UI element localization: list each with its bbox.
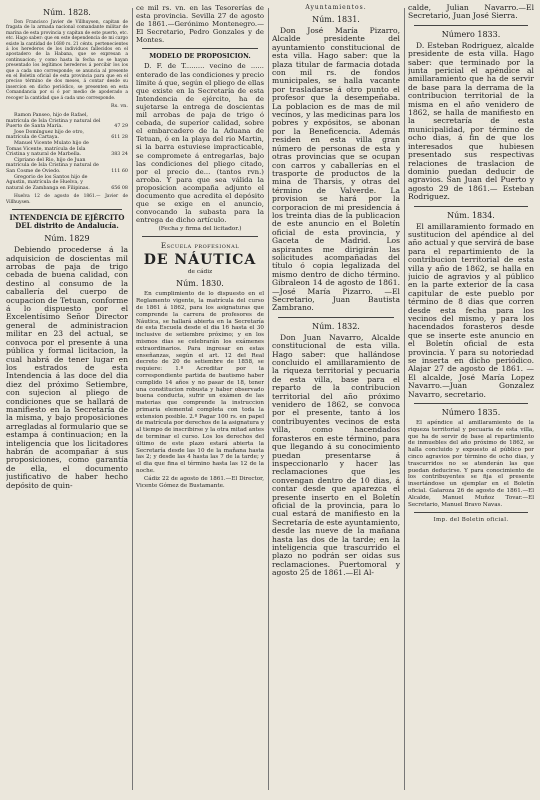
section-subtitle: de cádiz [187,269,213,276]
notice-text: En cumplimiento de lo dispuesto en el Reglamento vigente, la matrícula del curso de 1861 á 1862, para los asignaturas que comprende la carrera de profesores de Náutica, se hallará abierta en la Secretaría de esta Escuela desde el dia 16 hasta el 30 inclusive de setiembre próximo; y en los mismos dias se celebrarán los exámenes extraordinarios. Para ingresar en estas enseñanzas, según el art. 12 del Real decreto de 20 de setiembre de 1858, se requiere: 1.º Acreditar por la correspondiente partida de bautismo haber cumplido 14 años y no pasar de 18, tener una constitucion robusta y haber observado buena conducta, sufrir un exámen de las materias que comprende la instruccion primaria elemental completa con toda la extension posible. 2.º Pagar 100 rs. en papel de matrícula por derechos de la asignatura y al tiempo de inscribirse y la otra mitad antes de terminar el curso. Los los derechos del último de este plazo estará abierta la Secretaría desde las 10 de la mañana hasta las 2; y desde las 4 hasta las 7 de la tarde; y el dia que fina el término hasta las 12 de la noche. [136,291,264,475]
column-2 [136,4,264,796]
signature: Huelva 12 de agosto de 1861.— Javier de Villhuysen. [6,194,128,205]
notice-number: Número 1833. [441,29,501,39]
notice-text: Don José María Pizarro, Alcalde presidente del ayuntamiento constitucional de esta villa. Hago saber: que la plaza titular de farmacia dotada con mil rs. de fondos municipales, se halla vacante por trasladarse á otro punto el profesor que la desempeñaba. La poblacion es de mas de mil vecinos, y las medicinas para los pobres y expósitos, se abonan por la Beneficencia. Además residen en esta villa gran número de personas de esta y otras provincias que se ocupan con carros y caballerías en el trasporte de productos de la mina de Tharsis, y otras del término de Valverde. La provision se hará por la corporacion de mi presidencia á los treinta dias de la publicacion de este anuncio en el Boletín oficial de esta provincia, y Gaceta de Madrid. Los aspirantes me dirigirán las solicitudes acompañadas del título ó copia legalizada del mismo dentro de dicho término. Gibraleon 14 de agosto de 1861.—José María Pizarro. —El Secretario, Juan Bautista Zambrano. [272,26,400,313]
list-item-name: Jose Domínguez hijo de otro, matrícula de Cartaya. [6,129,85,141]
list-item-name: Ramon Panseo, hijo de Rafael, matrícula de Isla Cristina y natural del Puerto de Santa María. [6,113,101,130]
list-item-name: Manuel Vicente Mulato hijo de Tomas Vicente, matrícula de Isla Cristina y natural de Marbella. [6,141,89,158]
notice-number: Núm. 1834. [447,210,495,220]
list-item [6,130,128,141]
notice-number: Núm. 1829 [44,234,90,244]
list-item-amount: 383 24 [111,152,128,158]
heirs-list [6,113,128,191]
section-title: MODELO DE PROPOSICION. [149,53,251,61]
printer-imprint: Imp. del Boletin oficial. [433,517,509,524]
notice-text: D. F. de T......... vecino de ...... enterado de las condiciones y precio límite á que, según el pliego de ellas que existe en la Secretaría de esta Intendencia de ejército, ha de sujetarse la entrega de doscientas mil arrobas de paja de trigo ó cebada, de superior calidad, sobre el embarcadero de la Aduana de Tetuan, ó en la playa del rio Martin, si la barra estuviese impracticable, se compromete á entregarlas, bajo las condiciones del pliego citado, por el precio de... (tantos rvn.) arroba. Y para que sea válida la proposicion acompaña adjunto el documento que acredita el depósito que se exige en el anuncio, convocando la subasta para la entrega de dicho artículo. [136,62,264,225]
notice-text: El apéndice al amillaramiento de la riqueza territorial y pecuaria de esta villa, que ha de servir de base al repartimiento de inmuebles del año próximo de 1862, se halla concluido y expuesto al público por cinco agravios por término de ocho dias, y trascurridos no se atenderán las que puedan deducirse. Y para conocimiento de los contribuyentes se fija el presente insertándose un ejemplar en el Boletín oficial. Galaroza 26 de agosto de 1861.—El Alcalde, Manuel Muñoz Tovar.—El Secretario, Manuel Bravo Navas. [408,420,534,508]
section-title: INTENDENCIA DE EJÉRCITO DEL distrito de Andalucía. [9,213,125,231]
divider [12,209,122,210]
list-item [6,113,128,130]
divider [414,403,528,404]
notice-number: Número 1835. [441,408,501,418]
column-1 [6,4,128,796]
column-4 [408,4,534,796]
list-item-amount: 111 60 [111,169,128,175]
column-rule [404,8,405,790]
notice-text: Don Francisco Javier de Villhuysen, capitan de fragata de la armada nacional comandante militar de marina de esta provincia y capitan de este puerto, etc. etc. Hago saber: que en este dependencia de mi cargo existe la cantidad de 1680 rs. 21 cénts. pertenecientes á los herederos de los individuos fallecidos en el apostadero de la Habana, que se expresan a continuacion; y como hasta la fecha no se hayan presentado los legítimos herederos á percibir los los que a cada uno corresponde; se anuncia al presente en el Boletin oficial de esta provincia para que en el preciso término de dos meses, á contar desde su insercion en dicho periódico, se presenten en esta Comandancia por sí ó por medio de apoderado a recoger la cantidad que á cada uno corresponde. [6,20,128,101]
divider [142,236,258,237]
column-3 [272,4,400,796]
notice-text: ce mil rs. vn. en las Tesorerías de esta provincia. Sevilla 27 de agosto de 1861.—Gerónimo Montenegro.—El Secretario, Pedro Gonzales y de Montes. [136,4,264,45]
notice-number: Núm. 1830. [176,279,224,289]
section-title: Escuela profesional [160,241,240,251]
date-signature-note: (Fecha y firma del licitador.) [158,226,242,233]
notice-text: D. Esteban Rodriguez, alcalde presidente de esta villa. Hago saber: que terminado por la junta pericial el apéndice al amillaramiento que ha de servir de base para la derrama de la contribucion territorial de la misma en el año venidero de 1862, se halla de manifiesto en la secretaría de esta municipalidad, por término de ocho dias, á fin de que los interesados que hubiesen presentado sus respectivas relaciones de traslacion de dominio puedan deducir de agravios. San Juan del Puerto y agosto 29 de 1861.— Esteban Rodriguez. [408,40,534,202]
notice-text: Debiendo procederse á la adquisicion de doscientas mil arrobas de paja de trigo cebada de buena calidad, con destino al consumo de la caballería del cuerpo de ocupacion de Tetuan, conforme á lo dispuesto por el Excelentísimo Señor Director general de administracion militar en 23 del actual, se convoca por el presente á una pública y formal licitacion, la cual habrá de tener lugar en los estrados de esta Intendencia á las doce del dia diez del próximo Setiembre, con sujecion al pliego de condiciones que se hallará de manifiesto en la Secretaría de la misma, y bajo proposiciones arregladas al formulario que se estampa á continuacion; en la inteligencia que los licitadores habrán de acompañar á sus proposiciones, como garantía de ella, el documento justificativo de haber hecho depósito de quin- [6,245,128,490]
divider [278,317,394,318]
list-item-amount: 656 08 [111,185,128,191]
list-item [6,141,128,158]
divider [414,25,528,26]
section-heading: DE NÁUTICA [143,252,257,269]
notice-text: calde, Julian Navarro.—El Secretario, Juan José Sierra. [408,4,534,21]
divider [414,206,528,207]
notice-number: Núm. 1832. [312,321,360,331]
list-item-amount: 47 29 [114,124,128,130]
notice-text: El amillaramiento formado en sustitucion del apéndice al del año actual y que servirá de base para el repartimiento de la contribucion territorial de esta villa y año de 1862, se halla en juicio de agravios y al público en la parte exterior de la casa capitular de este pueblo por término de 8 dias que corren desde esta fecha para los vecinos del mismo, y para los hacendados forasteros desde que se inserte este anuncio en el Boletín oficial de esta provincia. Y para su notoriedad se inserta en dicho periódico. Alajar 27 de agosto de 1861. —El alcalde, José María Lopez Navarro.—Juan Gonzalez Navarro, secretario. [408,221,534,399]
divider [414,512,528,513]
list-header: Rs. vn. [110,103,128,110]
column-rule [268,8,269,790]
column-rule [132,8,133,790]
divider [142,48,258,49]
notice-number: Núm. 1828. [43,8,91,17]
list-item-name: Gregorio de los Santos hijo de Agustin, matrícula de Huelva, y natural de Zambanga en Filipinas. [6,174,90,191]
notice-number: Núm. 1831. [312,15,360,24]
section-title: Ayuntamientos. [305,4,367,11]
list-item-amount: 611 28 [111,135,128,141]
list-item [6,158,128,175]
signature: Cádiz 22 de agosto de 1861.—El Director, Vicente Gómez de Bustamante. [136,475,264,489]
list-item [6,175,128,192]
list-item-name: Cipriano del Rio, hijo de Juan matrícula de Isla Cristina y natural de San Cosme de Oviedo. [6,157,99,175]
notice-text: Don Juan Navarro, Alcalde constitucional de esta villa. Hago saber: que hallándose concluido el amillaramiento de la riqueza territorial y pecuaria de esta villa, base para el reparto de la contribucion territorial del año próximo venidero de 1862, se convoca por el presente, tanto á los contribuyentes vecinos de esta villa, como hacendados forasteros en este término, para que llegando á su conocimiento puedan presentarse á inspeccionarlo y hacer las reclamaciones que les convengan dentro de 10 dias, á contar desde que aparezca el presente inserto en el Boletín oficial de la provincia, para lo cual estará de manifiesto en la Secretaría de este ayuntamiento, desde las nueve de la mañana hasta las dos de la tarde; en la inteligencia que trascurrido el plazo no podrán ser oidas sus reclamaciones. Puertomoral y agosto 25 de 1861.—El Al- [272,332,400,578]
